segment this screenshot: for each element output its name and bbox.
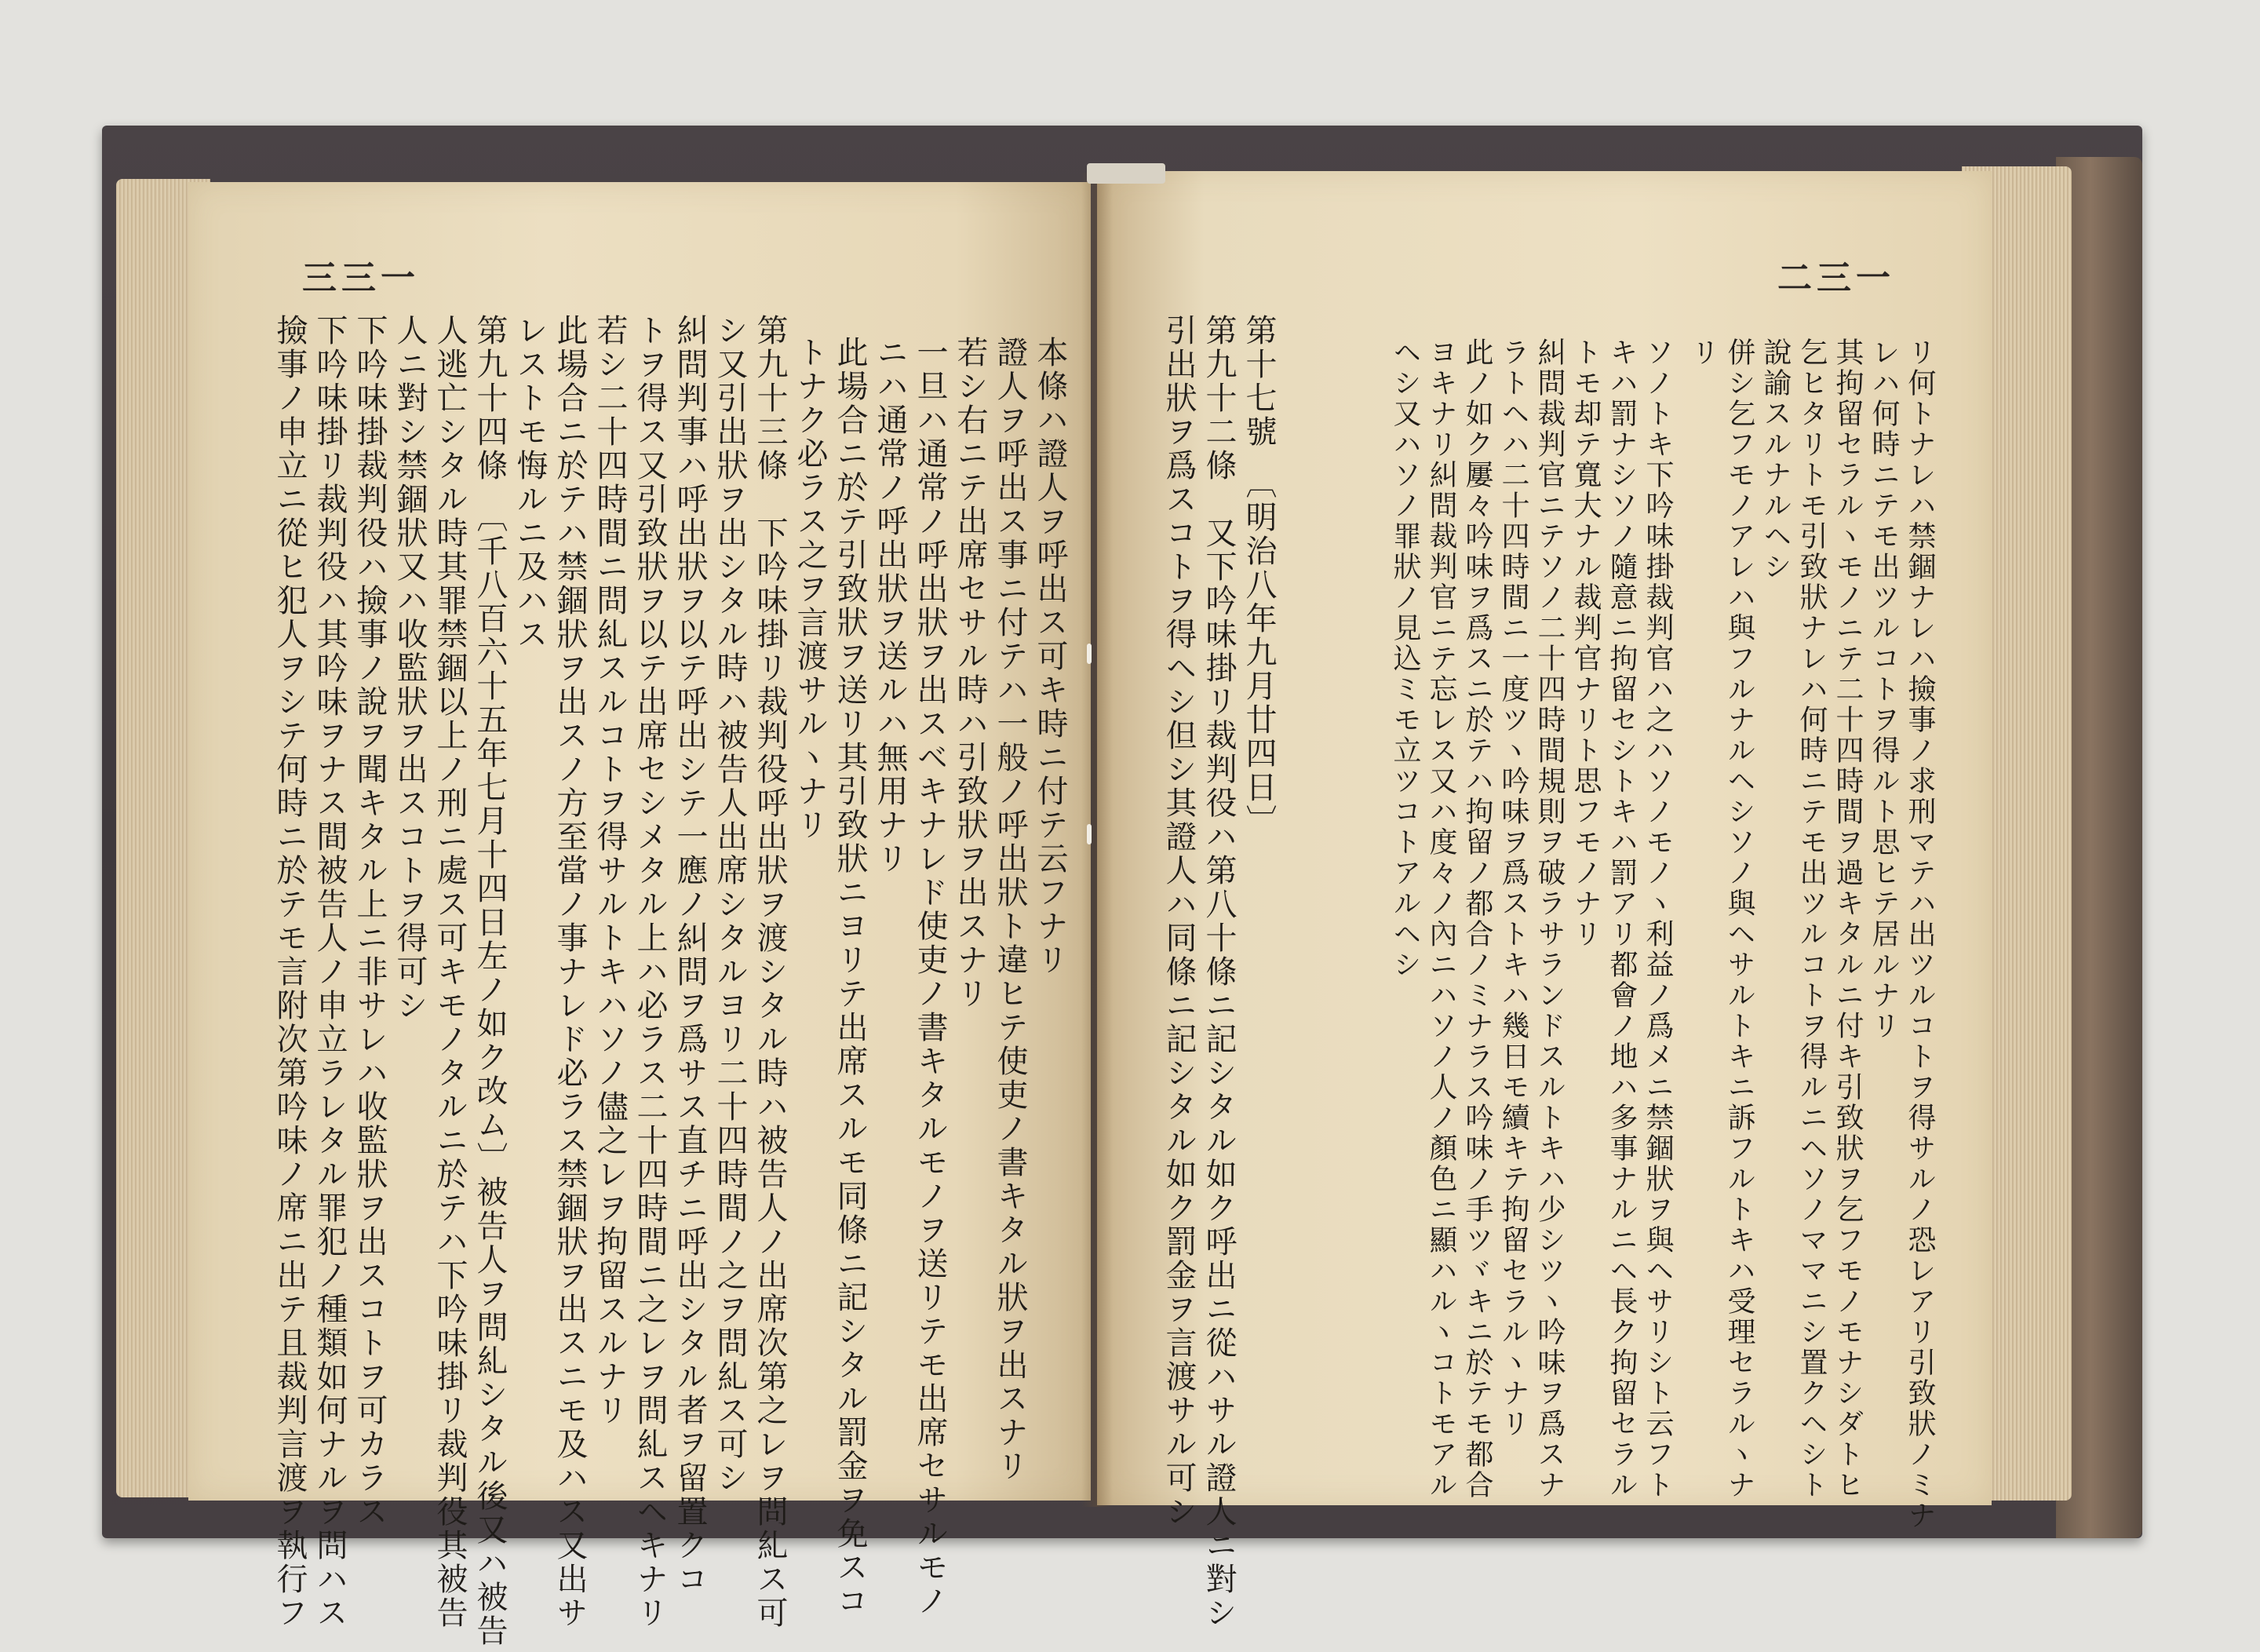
- binding-stitch: [1087, 644, 1092, 664]
- text-column: トヲ得ス又引致狀ヲ以テ出席セシメタル上ハ必ラス二十四時間ニ之レヲ問糺スヘキナリ: [632, 314, 668, 1630]
- text-column: レハ何時ニテモ出ツルコトヲ得ルト思ヒテ居ルナリ: [1868, 337, 1900, 1041]
- text-column: 第九十三條 下吟味掛リ裁判役呼出狀ヲ渡シタル時ハ被告人ノ出席次第之レヲ問糺ス可: [752, 314, 788, 1630]
- text-column: トモ却テ寬大ナル裁判官ナリト思フモノナリ: [1569, 337, 1602, 950]
- spine-tab: [1087, 163, 1165, 184]
- text-column: 此場合ニ於テ引致狀ヲ送リ其引致狀ニヨリテ出席スルモ同條ニ記シタル罰金ヲ免スコ: [832, 336, 868, 1618]
- text-column: 第九十四條 〔千八百六十五年七月十四日左ノ如ク改ム〕被告人ヲ問糺シタル後又ハ被告: [472, 314, 508, 1648]
- page-number-right: 二三一: [1777, 258, 1895, 298]
- text-column: 乞ヒタリトモ引致狀ナレハ何時ニテモ出ツルコトヲ得ルニヘソノママニシ置クヘシト: [1795, 337, 1828, 1501]
- text-column: 撿事ノ申立ニ從ヒ犯人ヲシテ何時ニ於テモ言附次第吟味ノ席ニ出テ且裁判言渡ヲ執行フ: [272, 314, 308, 1630]
- text-column: ソノトキ下吟味掛裁判官ハ之ハソノモノヽ利益ノ爲メニ禁錮狀ヲ與ヘサリシト云フト: [1642, 337, 1674, 1501]
- text-column: 此ノ如ク屢々吟味ヲ爲スニ於テハ拘留ノ都合ノミナラス吟味ノ手ツヾキニ於テモ都合: [1461, 337, 1493, 1501]
- text-column: 第九十二條 又下吟味掛リ裁判役ハ第八十條ニ記シタル如ク呼出ニ從ハサル證人ニ對シ: [1201, 314, 1237, 1630]
- text-column: 人逃亡シタル時其罪禁錮以上ノ刑ニ處ス可キモノタルニ於テハ下吟味掛リ裁判役其被告: [432, 314, 468, 1630]
- text-column: 引出狀ヲ爲スコトヲ得ヘシ但シ其證人ハ同條ニ記シタル如ク罰金ヲ言渡サル可シ: [1161, 314, 1197, 1529]
- text-column: 人ニ對シ禁錮狀又ハ收監狀ヲ出スコトヲ得可シ: [392, 314, 428, 1023]
- book-gutter: [1081, 173, 1113, 1507]
- text-column: 下吟味掛リ裁判役ハ其吟味ヲナス間被告人ノ申立ラレタル罪犯ノ種類如何ナルヲ問ハス: [312, 314, 348, 1630]
- text-column: 說諭スルナルヘシ: [1759, 337, 1792, 582]
- text-column: ヨキナリ糾問裁判官ニテ忘レス又ハ度々ノ內ニハソノ人ノ顏色ニ顯ハルヽコトモアル: [1425, 337, 1457, 1501]
- text-column: レストモ悔ルニ及ハス: [512, 314, 548, 651]
- text-column: 併シ乞フモノアレハ與フルナルヘシソノ與ヘサルトキニ訴フルトキハ受理セラルヽナ: [1723, 337, 1755, 1501]
- text-column: ニハ通常ノ呼出狀ヲ送ルハ無用ナリ: [872, 336, 908, 876]
- text-column: 糾問判事ハ呼出狀ヲ以テ呼出シテ一應ノ糾問ヲ爲サス直チニ呼出シタル者ヲ留置クコ: [672, 314, 708, 1596]
- text-column: ヘシ又ハソノ罪狀ノ見込ミモ立ツコトアルヘシ: [1389, 337, 1421, 980]
- text-column: 若シ二十四時間ニ問糺スルコトヲ得サルトキハソノ儘之レヲ拘留スルナリ: [592, 314, 628, 1428]
- text-column: トナク必ラス之ヲ言渡サルヽナリ: [792, 336, 828, 842]
- text-column: 證人ヲ呼出ス事ニ付テハ一般ノ呼出狀ト違ヒテ使吏ノ書キタル狀ヲ出スナリ: [992, 336, 1028, 1483]
- text-column: 一旦ハ通常ノ呼出狀ヲ出スベキナレド使吏ノ書キタルモノヲ送リテモ出席セサルモノ: [912, 336, 948, 1618]
- text-column: リ何トナレハ禁錮ナレハ撿事ノ求刑マテハ出ツルコトヲ得サルノ恐レアリ引致狀ノミナ: [1904, 337, 1936, 1531]
- page-number-left: 三三一: [302, 258, 420, 298]
- text-column: 其拘留セラルヽモノニテ二十四時間ヲ過キタルニ付キ引致狀ヲ乞フモノモナシダトヒ: [1832, 337, 1864, 1501]
- text-column: 此場合ニ於テハ禁錮狀ヲ出スノ方至當ノ事ナレド必ラス禁錮狀ヲ出スニモ及ハス又出サ: [552, 314, 588, 1630]
- text-column: 本條ハ證人ヲ呼出ス可キ時ニ付テ云フナリ: [1032, 336, 1068, 977]
- binding-stitch: [1087, 824, 1092, 844]
- text-column: 糾問裁判官ニテソノ二十四時間規則ヲ破ラサランドスルトキハ少シツヽ吟味ヲ爲スナ: [1533, 337, 1566, 1501]
- text-column: 下吟味掛裁判役ハ撿事ノ說ヲ聞キタル上ニ非サレハ收監狀ヲ出スコトヲ可カラス: [352, 314, 388, 1529]
- section-heading: 第十七號 〔明治八年九月廿四日〕: [1241, 314, 1277, 838]
- text-column: キハ罰ナシソノ隨意ニ拘留セシトキハ罰アリ都會ノ地ハ多事ナルニヘ長ク拘留セラル: [1606, 337, 1638, 1501]
- text-column: ラトヘハ二十四時間ニ一度ツヽ吟味ヲ爲ストキハ幾日モ續キテ拘留セラルヽナリ: [1497, 337, 1529, 1439]
- text-column: リ: [1687, 337, 1719, 368]
- text-column: 若シ右ニテ出席セサル時ハ引致狀ヲ出スナリ: [952, 336, 988, 1011]
- text-column: シ又引出狀ヲ出シタル時ハ被告人出席シタルヨリ二十四時間ノ之ヲ問糺ス可シ: [712, 314, 748, 1495]
